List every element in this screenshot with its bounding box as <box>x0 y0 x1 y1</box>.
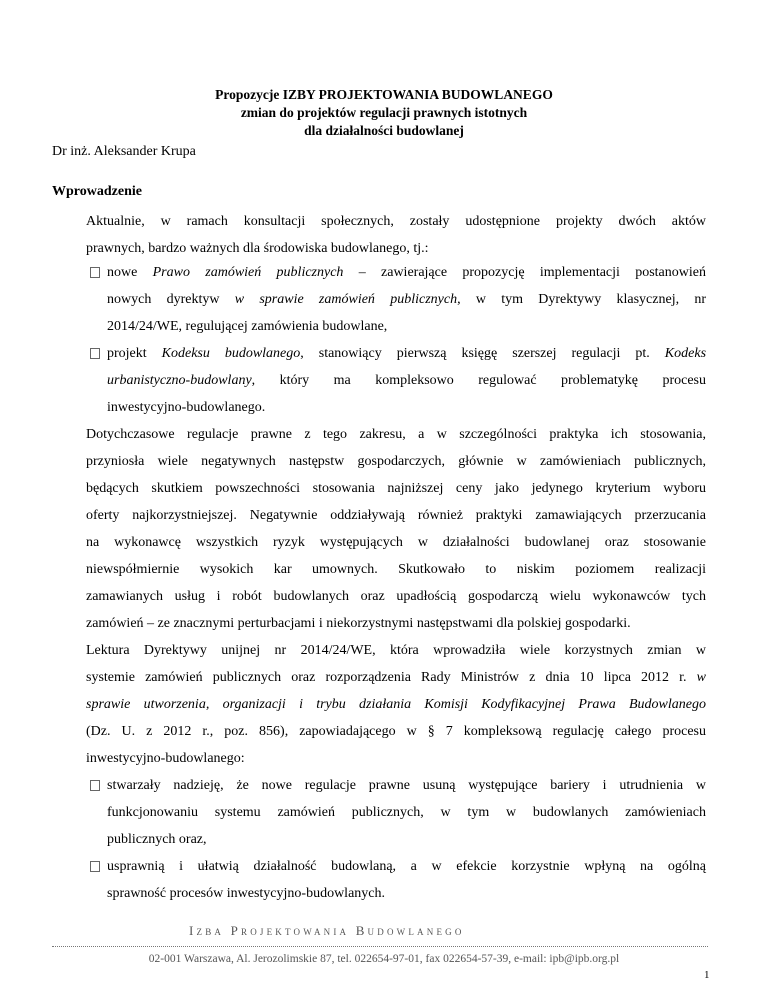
list-item-line: urbanistyczno-budowlany, który ma kompleksowo regulować problematykę procesu <box>107 373 706 388</box>
footer-address: 02-001 Warszawa, Al. Jerozolimskie 87, tel. 022654-97-01, fax 022654-57-39, e-mail: ipb@ipb.org.pl <box>148 953 620 965</box>
paragraph-line: będących skutkiem powszechności stosowania najniższej ceny jako jedynego kryterium wyboru <box>86 481 706 496</box>
paragraph-line: Lektura Dyrektywy unijnej nr 2014/24/WE, która wprowadziła wiele korzystnych zmian w <box>86 643 706 658</box>
paragraph-line: prawnych, bardzo ważnych dla środowiska budowlanego, tj.: <box>86 241 429 256</box>
paragraph-line: niewspółmiernie wysokich kar umownych. Skutkowało to niskim poziomem realizacji <box>86 562 706 577</box>
footer-brand: Izba Projektowania Budowlanego <box>189 923 465 938</box>
list-item-line: stwarzały nadzieję, że nowe regulacje prawne usuną występujące bariery i utrudnienia w <box>107 778 706 793</box>
paragraph-line: systemie zamówień publicznych oraz rozporządzenia Rady Ministrów z dnia 10 lipca 2012 r. w <box>86 670 706 685</box>
paragraph-line: sprawie utworzenia, organizacji i trybu działania Komisji Kodyfikacyjnej Prawa Budowlanego <box>86 697 706 712</box>
list-item-line: 2014/24/WE, regulującej zamówienia budowlane, <box>107 319 388 334</box>
bullet-box-icon <box>90 348 100 359</box>
list-item-line: usprawnią i ułatwią działalność budowlaną, a w efekcie korzystnie wpłyną na ogólną <box>107 859 706 874</box>
bullet-box-icon <box>90 861 100 872</box>
list-item-line: funkcjonowaniu systemu zamówień publicznych, w tym w budowlanych zamówieniach <box>107 805 706 820</box>
paragraph-line: przyniosła wiele negatywnych następstw gospodarczych, głównie w zamówieniach publicznych, <box>86 454 706 469</box>
paragraph-line: oferty najkorzystniejszej. Negatywnie oddziaływają również praktyki zamawiających przerzucania <box>86 508 706 523</box>
paragraph-line: inwestycyjno-budowlanego: <box>86 751 245 766</box>
bullet-box-icon <box>90 780 100 791</box>
paragraph-line: Aktualnie, w ramach konsultacji społecznych, zostały udostępnione projekty dwóch aktów <box>86 214 706 229</box>
list-item-line: sprawność procesów inwestycyjno-budowlanych. <box>107 886 385 901</box>
document-title-line-2: zmian do projektów regulacji prawnych istotnych <box>240 105 528 120</box>
footer-divider <box>52 946 708 947</box>
list-item-line: nowych dyrektyw w sprawie zamówień publicznych, w tym Dyrektywy klasycznej, nr <box>107 292 707 307</box>
paragraph-line: na wykonawcę wszystkich ryzyk występujących w działalności budowlanej oraz stosowanie <box>86 535 706 550</box>
list-item-line: projekt Kodeksu budowlanego, stanowiący pierwszą księgę szerszej regulacji pt. Kodeks <box>107 346 707 361</box>
document-title-line-3: dla działalności budowlanej <box>304 123 464 138</box>
list-item-line: inwestycyjno-budowlanego. <box>107 400 266 415</box>
paragraph-line: zamawianych usług i robót budowlanych oraz upadłością gospodarczą wielu wykonawców tych <box>86 589 706 604</box>
paragraph-line: (Dz. U. z 2012 r., poz. 856), zapowiadającego w § 7 kompleksową regulację całego procesu <box>86 724 706 739</box>
list-item-line: publicznych oraz, <box>107 832 207 847</box>
page-number: 1 <box>704 969 710 981</box>
list-item-line: nowe Prawo zamówień publicznych – zawierające propozycję implementacji postanowień <box>107 265 706 280</box>
section-heading: Wprowadzenie <box>52 184 142 199</box>
paragraph-line: zamówień – ze znacznymi perturbacjami i niekorzystnymi następstwami dla polskiej gospodarki. <box>86 616 631 631</box>
bullet-box-icon <box>90 267 100 278</box>
document-title-line-1: Propozycje IZBY PROJEKTOWANIA BUDOWLANEGO <box>215 87 553 102</box>
paragraph-line: Dotychczasowe regulacje prawne z tego zakresu, a w szczególności praktyka ich stosowania, <box>86 427 706 442</box>
author-name: Dr inż. Aleksander Krupa <box>52 144 196 159</box>
